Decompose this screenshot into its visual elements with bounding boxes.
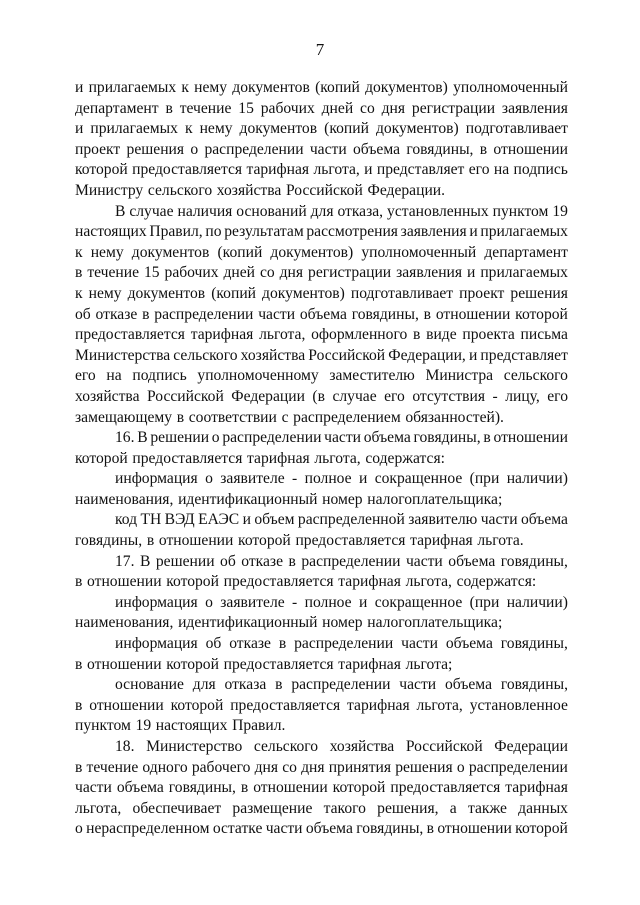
document-body	[75, 78, 568, 840]
page-number: 7	[315, 40, 325, 59]
text-line: наименования, идентификационный номер налогоплательщика;	[75, 614, 503, 632]
text-line: к нему документов (копий документов) уполномоченный департамент	[75, 243, 568, 261]
text-line: к нему документов (копий документов) подготавливает проект решения	[75, 284, 568, 302]
text-line: в отношении которой предоставляется тарифная льгота;	[75, 655, 453, 673]
text-line: льгота, обеспечивает размещение такого решения, а также данных	[75, 799, 568, 817]
paragraph-p10	[75, 737, 568, 840]
text-line: В случае наличия оснований для отказа, установленных пунктом 19	[115, 202, 568, 220]
text-line: проект решения о распределении части объема говядины, в отношении	[75, 140, 568, 158]
text-line: и прилагаемых к нему документов (копий документов) уполномоченный	[75, 79, 568, 96]
text-line: его на подпись уполномоченному заместителю Министра сельского	[75, 367, 568, 385]
text-line: предоставляется тарифная льгота, оформленного в виде проекта письма	[75, 326, 568, 344]
text-line: 17. В решении об отказе в распределении части объема говядины,	[115, 552, 568, 570]
text-line: в течение одного рабочего дня со дня принятия решения о распределении	[75, 758, 568, 776]
text-line: настоящих Правил, по результатам рассмотрения заявления и прилагаемых	[75, 223, 568, 241]
text-line: информация о заявителе - полное и сокращенное (при наличии)	[115, 470, 568, 488]
text-line: в течение 15 рабочих дней со дня регистрации заявления и прилагаемых	[75, 264, 568, 282]
text-line: департамент в течение 15 рабочих дней со дня регистрации заявления	[75, 99, 568, 117]
paragraph-p7	[75, 593, 568, 634]
text-line: 16. В решении о распределении части объема говядины, в отношении	[115, 429, 568, 447]
text-line: говядины, в отношении которой предоставляется тарифная льгота.	[75, 532, 524, 550]
text-line: Министру сельского хозяйства Российской Федерации.	[75, 181, 446, 199]
text-line: информация о заявителе - полное и сокращенное (при наличии)	[115, 593, 568, 611]
text-line: в отношении которой предоставляется тарифная льгота, содержатся:	[75, 573, 537, 591]
text-line: информация об отказе в распределении части объема говядины,	[115, 635, 568, 653]
text-line: части объема говядины, в отношении которой предоставляется тарифная	[75, 779, 568, 797]
paragraph-p3	[75, 428, 568, 469]
text-line: и прилагаемых к нему документов (копий документов) подготавливает	[75, 120, 568, 138]
text-line: 18. Министерство сельского хозяйства Российской Федерации	[115, 738, 568, 755]
paragraph-p6	[75, 552, 568, 593]
text-line: Министерства сельского хозяйства Российской Федерации, и представляет	[75, 346, 568, 364]
text-line: наименования, идентификационный номер налогоплательщика;	[75, 490, 503, 508]
text-line: в отношении которой предоставляется тарифная льгота, установленное	[75, 696, 568, 714]
text-line: пунктом 19 настоящих Правил.	[75, 717, 286, 735]
text-line: код ТН ВЭД ЕАЭС и объем распределенной заявителю части объема	[115, 511, 568, 529]
text-line: основание для отказа в распределении части объема говядины,	[115, 676, 568, 694]
text-line: замещающему в соответствии с распределением обязанностей).	[75, 408, 504, 426]
paragraph-p9	[75, 675, 568, 737]
paragraph-p2	[75, 202, 568, 429]
text-line: которой предоставляется тарифная льгота, содержатся:	[75, 449, 445, 467]
paragraph-p1	[75, 78, 568, 202]
text-line: которой предоставляется тарифная льгота, и представляет его на подпись	[75, 161, 568, 179]
paragraph-p5	[75, 510, 568, 551]
text-line: хозяйства Российской Федерации (в случае его отсутствия - лицу, его	[75, 387, 568, 405]
paragraph-p4	[75, 469, 568, 510]
text-line: о нераспределенном остатке части объема говядины, в отношении которой	[75, 820, 568, 838]
paragraph-p8	[75, 634, 568, 675]
text-line: об отказе в распределении части объема говядины, в отношении которой	[75, 305, 568, 323]
